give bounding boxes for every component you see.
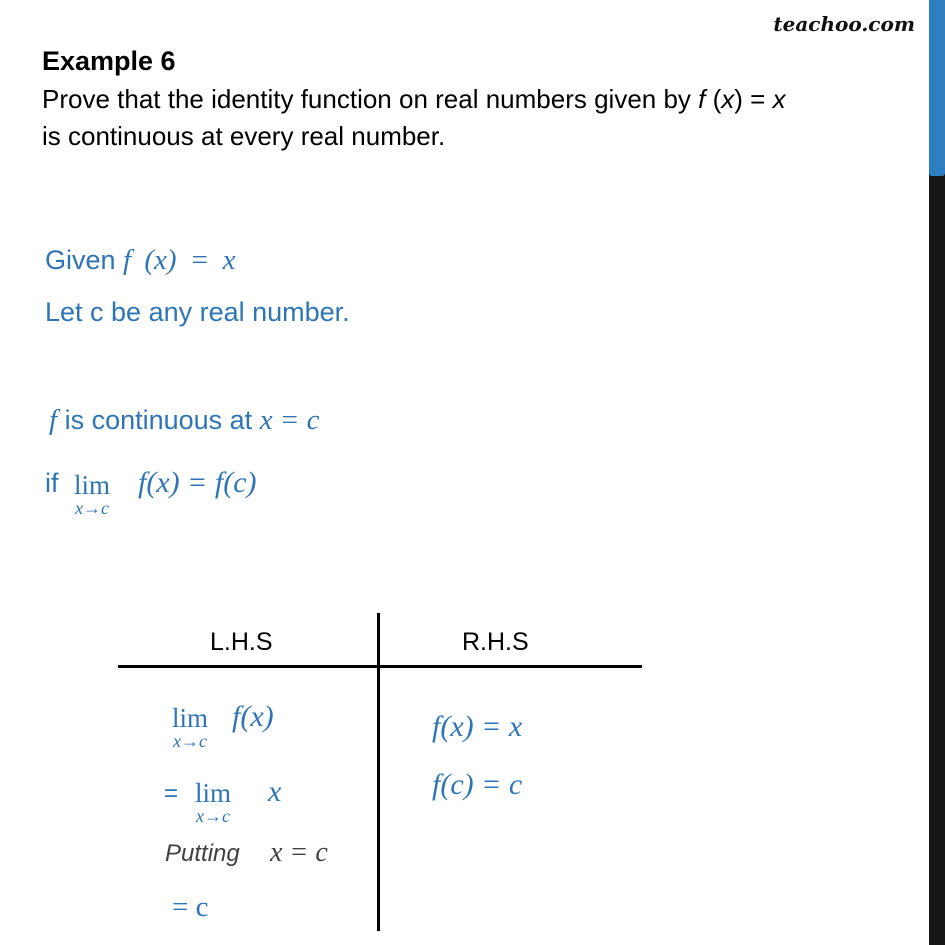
- table-vertical-divider: [377, 613, 380, 931]
- lhs-expr-2: x: [268, 775, 282, 808]
- lhs-result: = c: [172, 891, 209, 923]
- if-label: if: [45, 468, 59, 498]
- limit-operator: lim x→c: [74, 470, 111, 518]
- rhs-line-2: f(c) = c: [432, 768, 523, 801]
- scrollbar-track[interactable]: [929, 0, 945, 945]
- lhs-equals-sign: =: [164, 780, 179, 807]
- rhs-line-1: f(x) = x: [432, 710, 523, 743]
- putting-label: Putting: [165, 840, 240, 867]
- putting-equation: x = c: [270, 837, 328, 868]
- lhs-limit-2: lim x→c: [195, 778, 232, 826]
- continuity-statement: f is continuous at x = c: [49, 404, 320, 436]
- scrollbar-thumb[interactable]: [929, 0, 945, 176]
- example-title: Example 6: [42, 46, 176, 76]
- lhs-limit-1: lim x→c: [172, 703, 209, 751]
- given-line: Given f (x) = x: [45, 244, 236, 276]
- rhs-header: R.H.S: [462, 628, 529, 656]
- let-c-line: Let c be any real number.: [45, 297, 350, 327]
- question-line-2: is continuous at every real number.: [42, 121, 446, 151]
- teachoo-logo: teachoo.com: [773, 12, 915, 36]
- limit-equation: f(x) = f(c): [138, 466, 257, 499]
- lhs-expr-1: f(x): [232, 700, 274, 733]
- table-horizontal-divider: [118, 665, 642, 668]
- question-line-1: Prove that the identity function on real numbers given by f (x) = x: [42, 84, 786, 114]
- lhs-header: L.H.S: [210, 628, 273, 656]
